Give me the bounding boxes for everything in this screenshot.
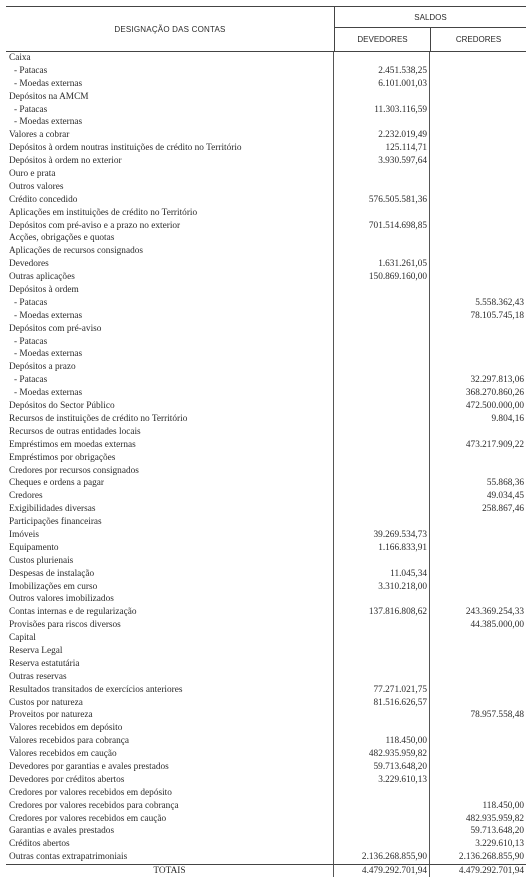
table-row: [6, 568, 526, 581]
table-row: [6, 503, 526, 516]
credit-value: [430, 774, 526, 787]
debit-value: 701.514.698,85: [334, 220, 430, 233]
account-name: Proveitos por natureza: [6, 709, 334, 722]
table-row: [6, 361, 526, 374]
account-name: Exigibilidades diversas: [6, 503, 334, 516]
account-name: - Moedas externas: [6, 348, 334, 361]
debit-value: [334, 348, 430, 361]
credit-value: [430, 697, 526, 710]
totals-row: [6, 864, 526, 877]
account-name: - Patacas: [6, 336, 334, 349]
debit-value: [334, 310, 430, 323]
balances-header-group: [335, 7, 526, 51]
table-row: [6, 142, 526, 155]
account-name: Reserva estatutária: [6, 658, 334, 671]
table-row: [6, 632, 526, 645]
table-row: [6, 697, 526, 710]
totals-credit: 4.479.292.701,94: [430, 864, 526, 877]
debit-value: [334, 825, 430, 838]
account-name: - Patacas: [6, 104, 334, 117]
credit-value: [430, 129, 526, 142]
credit-value: [430, 336, 526, 349]
debit-value: [334, 555, 430, 568]
debit-value: [334, 439, 430, 452]
account-name: Imóveis: [6, 529, 334, 542]
account-name: Outros valores: [6, 181, 334, 194]
table-row: [6, 761, 526, 774]
credit-value: [430, 361, 526, 374]
table-row: [6, 465, 526, 478]
debit-value: [334, 245, 430, 258]
account-name: Credores por recursos consignados: [6, 465, 334, 478]
credit-value: 44.385.000,00: [470, 620, 524, 631]
account-name: Depósitos à ordem noutras instituições de crédito no Território: [6, 142, 334, 155]
table-row: [6, 323, 526, 336]
credit-value: [430, 568, 526, 581]
credit-value: [430, 245, 526, 258]
credit-value: [430, 284, 526, 297]
credit-value: 78.105.745,18: [470, 310, 524, 321]
debit-value: [334, 361, 430, 374]
credit-value: 78.957.558,48: [470, 710, 524, 721]
account-name: Empréstimos em moedas externas: [6, 439, 334, 452]
credit-value: [430, 65, 526, 78]
totals-debit: 4.479.292.701,94: [334, 864, 430, 877]
account-name: - Patacas: [6, 297, 334, 310]
debit-value: [334, 813, 430, 826]
credit-value: [430, 258, 526, 271]
credit-value: 472.500.000,00: [465, 401, 524, 412]
account-name: Credores: [6, 490, 334, 503]
debit-value: [334, 658, 430, 671]
debit-value: 137.816.808,62: [334, 606, 430, 619]
debit-value: 3.310.218,00: [334, 581, 430, 594]
credit-value: [430, 142, 526, 155]
debit-value: 2.232.019,49: [334, 129, 430, 142]
table-row: [6, 838, 526, 851]
account-name: Caixa: [6, 52, 334, 65]
table-row: [6, 748, 526, 761]
account-name: Depósitos do Sector Público: [6, 400, 334, 413]
credit-value: [430, 555, 526, 568]
credit-value: 5.558.362,43: [475, 297, 524, 308]
account-name: Acções, obrigações e quotas: [6, 232, 334, 245]
credit-value: [430, 529, 526, 542]
table-row: [6, 78, 526, 91]
account-name: Aplicações em instituições de crédito no Território: [6, 207, 334, 220]
credit-value: 368.270.860,26: [465, 388, 524, 399]
account-name: Depósitos à ordem no exterior: [6, 155, 334, 168]
table-row: [6, 684, 526, 697]
credit-value: [430, 735, 526, 748]
debit-value: 3.229.610,13: [334, 774, 430, 787]
table-row: [6, 52, 526, 65]
credit-value: 32.297.813,06: [470, 375, 524, 386]
account-name: Resultados transitados de exercícios anteriores: [6, 684, 334, 697]
credit-value: 482.935.959,82: [465, 813, 524, 824]
credit-value: [430, 645, 526, 658]
table-row: [6, 129, 526, 142]
credit-value: [430, 452, 526, 465]
credit-value: [430, 748, 526, 761]
credit-value: 49.034,45: [486, 491, 524, 502]
table-row: [6, 813, 526, 826]
credit-value: [430, 632, 526, 645]
table-row: [6, 116, 526, 129]
credit-value: [430, 207, 526, 220]
debit-value: [334, 490, 430, 503]
debit-value: [334, 168, 430, 181]
table-row: [6, 104, 526, 117]
account-name: Capital: [6, 632, 334, 645]
table-row: [6, 581, 526, 594]
debit-value: [334, 838, 430, 851]
debit-value: 1.166.833,91: [334, 542, 430, 555]
account-name: Devedores por garantias e avales prestados: [6, 761, 334, 774]
table-row: [6, 787, 526, 800]
table-row: [6, 825, 526, 838]
account-name: Credores por valores recebidos em depósito: [6, 787, 334, 800]
credit-value: 2.136.268.855,90: [458, 852, 524, 863]
debit-value: 6.101.001,03: [334, 78, 430, 91]
debit-value: [334, 52, 430, 65]
totals-label: TOTAIS: [6, 864, 334, 877]
table-row: [6, 477, 526, 490]
table-row: [6, 529, 526, 542]
table-row: [6, 297, 526, 310]
account-name: - Moedas externas: [6, 310, 334, 323]
debit-value: 125.114,71: [334, 142, 430, 155]
table-row: [6, 194, 526, 207]
credit-value: [430, 593, 526, 606]
table-row: [6, 155, 526, 168]
table-row: [6, 619, 526, 632]
debit-value: [334, 800, 430, 813]
table-row: [6, 348, 526, 361]
account-name: Reserva Legal: [6, 645, 334, 658]
table-row: [6, 490, 526, 503]
account-name: Imobilizações em curso: [6, 581, 334, 594]
table-row: [6, 452, 526, 465]
credit-value: 243.369.254,33: [465, 607, 524, 618]
credit-value: [430, 684, 526, 697]
debit-value: [334, 452, 430, 465]
account-name: Custos por natureza: [6, 697, 334, 710]
debit-value: 2.136.268.855,90: [334, 851, 430, 864]
table-row: [6, 374, 526, 387]
table-row: [6, 220, 526, 233]
debit-value: 39.269.534,73: [334, 529, 430, 542]
credit-value: [430, 323, 526, 336]
debit-value: [334, 336, 430, 349]
credit-value: [430, 787, 526, 800]
account-name: - Patacas: [6, 65, 334, 78]
table-row: [6, 593, 526, 606]
credit-value: 9.804,16: [491, 413, 524, 424]
table-row: [6, 65, 526, 78]
debit-value: [334, 181, 430, 194]
credit-value: [430, 426, 526, 439]
table-body: [6, 52, 526, 864]
debit-value: [334, 284, 430, 297]
account-name: Credores por valores recebidos em caução: [6, 813, 334, 826]
account-name: Participações financeiras: [6, 516, 334, 529]
debit-value: 59.713.648,20: [334, 761, 430, 774]
credit-value: [430, 761, 526, 774]
debit-value: 576.505.581,36: [334, 194, 430, 207]
credit-value: [430, 465, 526, 478]
table-row: [6, 555, 526, 568]
credit-value: [430, 52, 526, 65]
debit-value: [334, 709, 430, 722]
table-row: [6, 258, 526, 271]
accounts-header: DESIGNAÇÃO DAS CONTAS: [6, 7, 335, 51]
debit-value: 11.303.116,59: [334, 104, 430, 117]
credit-value: [430, 91, 526, 104]
credit-value: [430, 194, 526, 207]
credit-value: [430, 168, 526, 181]
account-name: Devedores: [6, 258, 334, 271]
account-name: Depósitos a prazo: [6, 361, 334, 374]
account-name: Cheques e ordens a pagar: [6, 477, 334, 490]
account-name: Depósitos na AMCM: [6, 91, 334, 104]
debit-value: [334, 593, 430, 606]
debit-value: 150.869.160,00: [334, 271, 430, 284]
table-row: [6, 387, 526, 400]
account-name: Valores a cobrar: [6, 129, 334, 142]
table-row: [6, 671, 526, 684]
account-name: Devedores por créditos abertos: [6, 774, 334, 787]
debit-value: [334, 400, 430, 413]
account-name: Créditos abertos: [6, 838, 334, 851]
account-name: Recursos de outras entidades locais: [6, 426, 334, 439]
account-name: Custos plurienais: [6, 555, 334, 568]
credit-value: [430, 104, 526, 117]
debit-value: [334, 207, 430, 220]
debit-value: [334, 645, 430, 658]
credit-value: [430, 581, 526, 594]
debit-value: [334, 516, 430, 529]
table-row: [6, 774, 526, 787]
account-name: - Moedas externas: [6, 116, 334, 129]
credit-value: [430, 78, 526, 91]
debit-value: 81.516.626,57: [334, 697, 430, 710]
table-row: [6, 245, 526, 258]
table-row: [6, 542, 526, 555]
credit-value: 118.450,00: [482, 800, 524, 811]
balances-header: SALDOS: [335, 7, 526, 28]
debit-value: [334, 477, 430, 490]
account-name: Contas internas e de regularização: [6, 606, 334, 619]
debit-value: [334, 632, 430, 645]
debit-value: [334, 323, 430, 336]
table-row: [6, 207, 526, 220]
debit-value: 11.045,34: [334, 568, 430, 581]
account-name: - Moedas externas: [6, 387, 334, 400]
debit-value: [334, 619, 430, 632]
debit-value: [334, 671, 430, 684]
debit-value: 118.450,00: [334, 735, 430, 748]
table-row: [6, 658, 526, 671]
table-row: [6, 800, 526, 813]
table-row: [6, 400, 526, 413]
table-row: [6, 606, 526, 619]
account-name: Ouro e prata: [6, 168, 334, 181]
debit-value: [334, 503, 430, 516]
debit-value: [334, 116, 430, 129]
account-name: Outras aplicações: [6, 271, 334, 284]
debit-value: [334, 722, 430, 735]
debit-value: 2.451.538,25: [334, 65, 430, 78]
credit-value: [430, 658, 526, 671]
table-row: [6, 709, 526, 722]
credit-value: 473.217.909,22: [465, 439, 524, 450]
account-name: - Patacas: [6, 374, 334, 387]
debit-header: DEVEDORES: [335, 28, 431, 51]
table-row: [6, 413, 526, 426]
credit-value: [430, 116, 526, 129]
debit-value: [334, 413, 430, 426]
table-row: [6, 426, 526, 439]
account-name: Depósitos à ordem: [6, 284, 334, 297]
debit-value: [334, 787, 430, 800]
debit-value: 1.631.261,05: [334, 258, 430, 271]
credit-header: CREDORES: [455, 35, 502, 44]
account-name: Outras reservas: [6, 671, 334, 684]
debit-value: [334, 465, 430, 478]
account-name: Depósitos com pré-aviso: [6, 323, 334, 336]
debit-value: [334, 426, 430, 439]
account-name: Outras contas extrapatrimoniais: [6, 851, 334, 864]
balance-sheet: [6, 6, 526, 877]
table-row: [6, 284, 526, 297]
table-row: [6, 851, 526, 864]
table-row: [6, 645, 526, 658]
credit-value: 55.868,36: [486, 478, 524, 489]
table-row: [6, 722, 526, 735]
table-row: [6, 516, 526, 529]
credit-value: [430, 516, 526, 529]
account-name: Aplicações de recursos consignados: [6, 245, 334, 258]
table-row: [6, 232, 526, 245]
account-name: Garantias e avales prestados: [6, 825, 334, 838]
credit-value: [430, 181, 526, 194]
table-row: [6, 181, 526, 194]
debit-value: [334, 387, 430, 400]
credit-value: 3.229.610,13: [475, 839, 524, 850]
account-name: Crédito concedido: [6, 194, 334, 207]
account-name: Depósitos com pré-aviso e a prazo no exterior: [6, 220, 334, 233]
account-name: Recursos de instituições de crédito no Território: [6, 413, 334, 426]
debit-value: [334, 297, 430, 310]
account-name: Despesas de instalação: [6, 568, 334, 581]
credit-value: [430, 348, 526, 361]
credit-value: [430, 220, 526, 233]
debit-value: [334, 232, 430, 245]
table-row: [6, 168, 526, 181]
account-name: Equipamento: [6, 542, 334, 555]
account-name: Valores recebidos para cobrança: [6, 735, 334, 748]
account-name: Empréstimos por obrigações: [6, 452, 334, 465]
debit-value: 77.271.021,75: [334, 684, 430, 697]
credit-value: [430, 542, 526, 555]
credit-value: [430, 722, 526, 735]
balances-subheader: [335, 28, 526, 51]
table-row: [6, 336, 526, 349]
debit-value: [334, 91, 430, 104]
account-name: Credores por valores recebidos para cobrança: [6, 800, 334, 813]
table-row: [6, 310, 526, 323]
debit-value: 482.935.959,82: [334, 748, 430, 761]
table-header: [6, 6, 526, 52]
credit-value: [430, 671, 526, 684]
debit-value: [334, 374, 430, 387]
account-name: Valores recebidos em caução: [6, 748, 334, 761]
account-name: Valores recebidos em depósito: [6, 722, 334, 735]
credit-value: 258.867,46: [482, 504, 524, 515]
credit-value: [430, 232, 526, 245]
debit-value: 3.930.597,64: [334, 155, 430, 168]
credit-value: 59.713.648,20: [470, 826, 524, 837]
table-row: [6, 271, 526, 284]
account-name: - Moedas externas: [6, 78, 334, 91]
table-row: [6, 439, 526, 452]
table-row: [6, 735, 526, 748]
table-row: [6, 91, 526, 104]
account-name: Outros valores imobilizados: [6, 593, 334, 606]
credit-value: [430, 155, 526, 168]
account-name: Provisões para riscos diversos: [6, 619, 334, 632]
credit-value: [430, 271, 526, 284]
